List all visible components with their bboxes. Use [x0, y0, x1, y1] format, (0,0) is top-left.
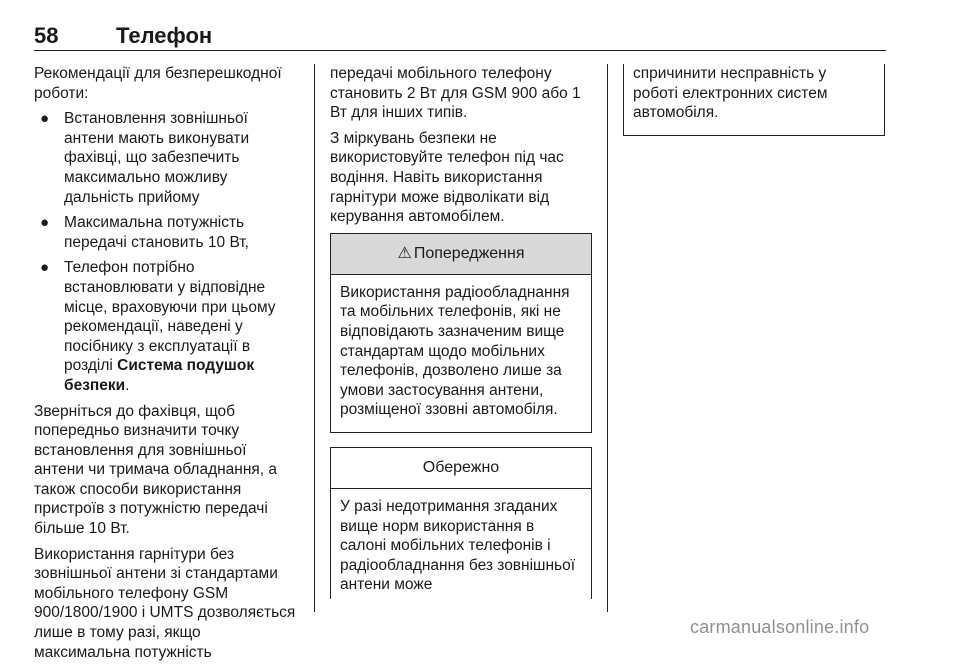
bullet-icon: ●: [40, 110, 50, 128]
column-2: [330, 64, 592, 613]
column-1: [34, 64, 296, 668]
body-paragraph: Використання гарнітури без зовнішньої антени зі стандартами мобільного телефону GSM 900/1800/1900 і UMTS дозволяється лише в тому разі, якщо максимальна потужність: [34, 545, 296, 661]
warning-body: Використання радіообладнання та мобільних телефонів, які не відповідають зазначеним вище стандартам щодо мобільних телефонів, дозволено лише за умови застосування антени, розміщеної ззовні автомобіля.: [340, 283, 570, 419]
list-item-text: Максимальна потужність передачі становить 10 Вт,: [64, 214, 249, 251]
warning-title: Попередження: [413, 244, 525, 262]
caution-title: Обережно: [422, 458, 500, 476]
body-paragraph: передачі мобільного телефону становить 2 Вт для GSM 900 або 1 Вт для інших типів.: [330, 65, 581, 122]
recommendation-list: [34, 109, 296, 395]
column-3: [623, 64, 885, 150]
watermark: carmanualsonline.info: [690, 617, 870, 637]
list-item-text-end: .: [125, 376, 130, 394]
airbag-section-reference: Система подушок безпеки: [64, 357, 255, 394]
list-item: [34, 258, 296, 395]
caution-box-header: [331, 448, 591, 489]
intro-paragraph: Рекомендації для безперешкодної роботи:: [34, 65, 282, 102]
page-number: 58: [34, 23, 59, 48]
caution-box: [330, 447, 592, 599]
list-item: [34, 109, 296, 207]
warning-box-header: [331, 234, 591, 275]
page-header: [34, 24, 886, 51]
caution-box-continued: [623, 64, 885, 136]
column-divider: [314, 64, 315, 612]
chapter-title: Телефон: [116, 23, 213, 48]
bullet-icon: ●: [40, 214, 50, 232]
caution-body-continued: спричинити несправність у роботі електронних систем автомобіля.: [633, 65, 828, 122]
warning-triangle-icon: ⚠: [397, 244, 412, 262]
list-item: [34, 213, 296, 252]
body-paragraph: Зверніться до фахівця, щоб попередньо визначити точку встановлення для зовнішньої антени чи тримача обладнання, а також способи використання пристроїв з потужністю передачі більше 10 Вт.: [34, 402, 278, 538]
warning-box: [330, 233, 592, 433]
body-paragraph: З міркувань безпеки не використовуйте телефон під час водіння. Навіть використання гарнітури може відволікати від керування автомобілем.: [330, 129, 564, 226]
bullet-icon: ●: [40, 259, 50, 277]
caution-body: У разі недотримання згаданих вище норм використання в салоні мобільних телефонів і радіообладнання без зовнішньої антени може: [340, 497, 576, 594]
list-item-text: Встановлення зовнішньої антени мають виконувати фахівці, що забезпечить максимально можливу дальність прийому: [64, 110, 250, 206]
column-divider: [607, 64, 608, 612]
list-item-text: Телефон потрібно встановлювати у відповідне місце, враховуючи при цьому рекомендації, наведені у посібнику з експлуатації в розділі: [64, 259, 276, 375]
